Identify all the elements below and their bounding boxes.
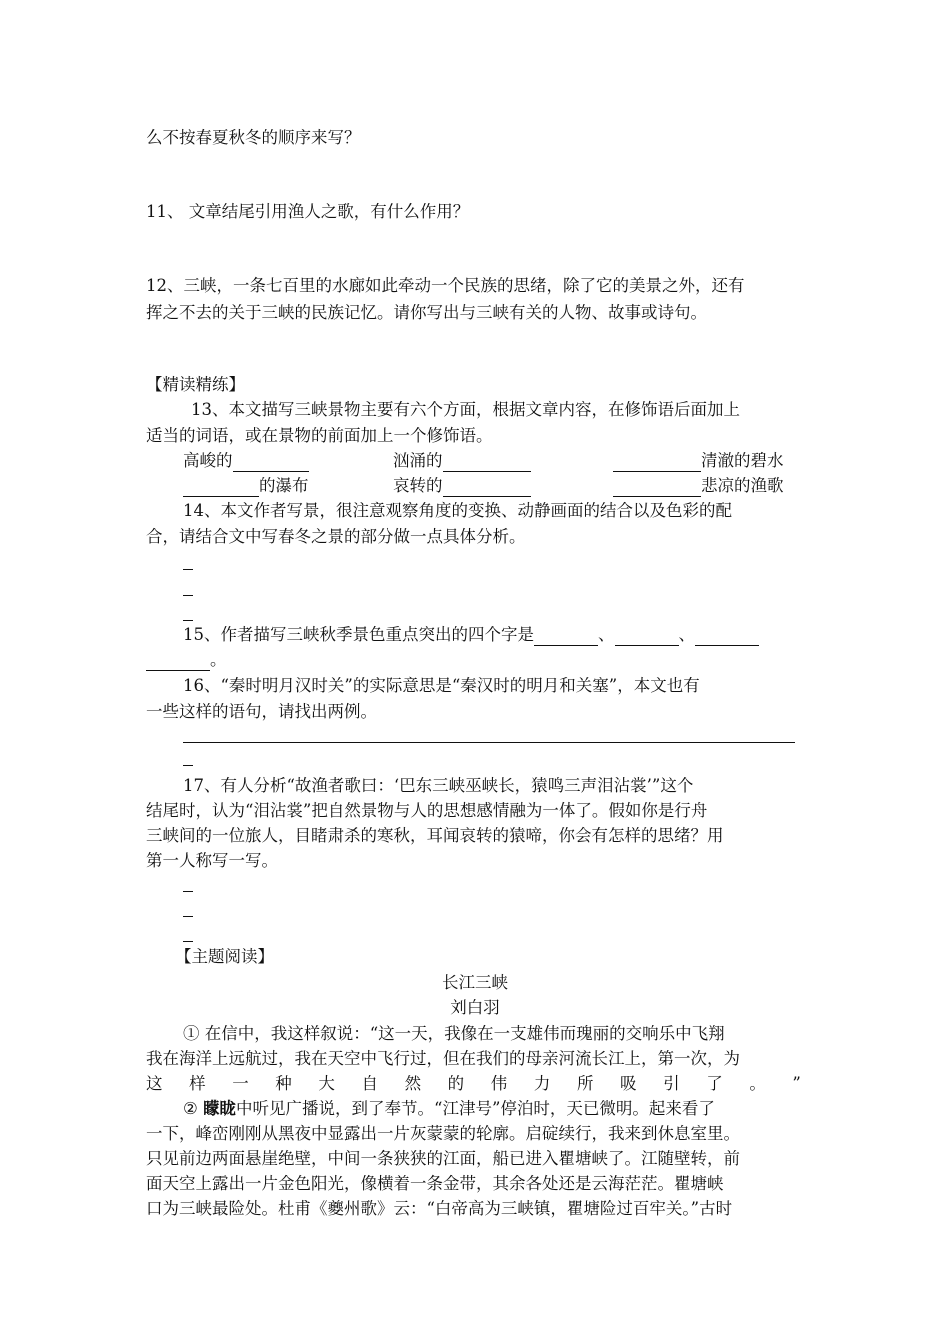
question-15-line-2 xyxy=(146,649,227,671)
fill-label-gaojun: 高峻的 xyxy=(183,451,233,470)
char: 吸 xyxy=(620,1074,637,1093)
article-author: 刘白羽 xyxy=(450,998,500,1017)
char: ” xyxy=(792,1074,801,1093)
fill-label-xiongyong: 汹涌的 xyxy=(393,451,443,470)
fill-blank[interactable] xyxy=(695,627,759,646)
highlight-word: 矇眬 xyxy=(203,1099,237,1118)
char: 样 xyxy=(189,1074,206,1093)
fill-label-yuge: 悲凉的渔歌 xyxy=(701,476,784,495)
fill-blank[interactable] xyxy=(443,478,531,497)
fill-blank[interactable] xyxy=(613,478,701,497)
separator: 、 xyxy=(598,625,615,644)
paragraph-1-line-1: ① 在信中，我这样叙说：“这一天，我像在一支雄伟而瑰丽的交响乐中飞翔 xyxy=(183,1024,725,1043)
answer-line[interactable] xyxy=(183,765,193,766)
question-17-line-1: 17、有人分析“故渔者歌曰：‘巴东三峡巫峡长，猿鸣三声泪沾裳’”这个 xyxy=(183,776,694,795)
question-11: 11、 文章结尾引用渔人之歌，有什么作用？ xyxy=(146,202,470,221)
fill-blank[interactable] xyxy=(233,453,309,472)
char: 。 xyxy=(749,1074,766,1093)
answer-line[interactable] xyxy=(183,569,193,570)
question-16-line-1: 16、“秦时明月汉时关”的实际意思是“秦汉时的明月和关塞”，本文也有 xyxy=(183,676,700,695)
fill-row-2 xyxy=(183,475,803,499)
fill-blank[interactable] xyxy=(615,627,679,646)
article-title: 长江三峡 xyxy=(442,973,508,992)
separator: 、 xyxy=(678,625,695,644)
question-15-text: 15、作者描写三峡秋季景色重点突出的四个字是 xyxy=(183,625,534,644)
char: 大 xyxy=(318,1074,335,1093)
char: 所 xyxy=(576,1074,594,1093)
question-17-line-4: 第一人称写一写。 xyxy=(146,851,278,870)
answer-line[interactable] xyxy=(183,595,193,596)
q10-continuation: 么不按春夏秋冬的顺序来写？ xyxy=(146,128,361,147)
paragraph-number: ② xyxy=(183,1099,198,1118)
fill-blank[interactable] xyxy=(146,652,210,671)
paragraph-2-line-3: 只见前边两面悬崖绝壁，中间一条狭狭的江面，船已进入瞿塘峡了。江随壁转，前 xyxy=(146,1149,740,1168)
char: 种 xyxy=(275,1074,292,1093)
paragraph-2-line-1 xyxy=(183,1098,715,1120)
fill-label-pubu: 的瀑布 xyxy=(259,476,309,495)
char: 了 xyxy=(706,1074,723,1093)
paragraph-2-line-4: 面天空上露出一片金色阳光，像横着一条金带，其余各处还是云海茫茫。瞿塘峡 xyxy=(146,1174,724,1193)
question-15-line-1 xyxy=(183,624,759,646)
question-12-line-1: 12、三峡，一条七百里的水廊如此牵动一个民族的思绪，除了它的美景之外，还有 xyxy=(146,276,745,295)
question-17-line-3: 三峡间的一位旅人，目睹肃杀的寒秋，耳闻哀转的猿啼，你会有怎样的思绪？用 xyxy=(146,826,724,845)
char: 的 xyxy=(447,1074,465,1093)
paragraph-1-line-3 xyxy=(146,1073,801,1095)
fill-blank[interactable] xyxy=(183,478,259,497)
period: 。 xyxy=(210,650,227,669)
answer-line[interactable] xyxy=(183,916,193,917)
question-13-line-1: 13、本文描写三峡景物主要有六个方面，根据文章内容，在修饰语后面加上 xyxy=(191,400,740,419)
section-heading-zhuti: 【主题阅读】 xyxy=(175,947,274,966)
char: 力 xyxy=(533,1074,551,1093)
answer-line[interactable] xyxy=(183,742,795,743)
char: 自 xyxy=(361,1074,378,1093)
question-14-line-1: 14、本文作者写景，很注意观察角度的变换、动静画面的结合以及色彩的配 xyxy=(183,501,732,520)
char: 然 xyxy=(404,1074,422,1093)
fill-label-qingche: 清澈的碧水 xyxy=(701,451,784,470)
fill-blank[interactable] xyxy=(443,453,531,472)
question-16-line-2: 一些这样的语句，请找出两例。 xyxy=(146,702,377,721)
fill-blank[interactable] xyxy=(534,627,598,646)
question-13-line-2: 适当的词语，或在景物的前面加上一个修饰语。 xyxy=(146,426,493,445)
paragraph-2-line-5: 口为三峡最险处。杜甫《夔州歌》云：“白帝高为三峡镇，瞿塘险过百牢关。”古时 xyxy=(146,1199,733,1218)
question-14-line-2: 合，请结合文中写春冬之景的部分做一点具体分析。 xyxy=(146,527,526,546)
answer-line[interactable] xyxy=(183,891,193,892)
fill-label-aizhuan: 哀转的 xyxy=(393,476,443,495)
answer-line[interactable] xyxy=(183,941,193,942)
paragraph-2-text: 中听见广播说，到了奉节。“江津号”停泊时，天已微明。起来看了 xyxy=(236,1099,715,1118)
fill-blank[interactable] xyxy=(613,453,701,472)
answer-line[interactable] xyxy=(183,620,193,621)
char: 引 xyxy=(663,1074,680,1093)
char: 这 xyxy=(146,1074,163,1093)
section-heading-jingdu: 【精读精练】 xyxy=(146,375,245,394)
question-17-line-2: 结尾时，认为“泪沾裳”把自然景物与人的思想感情融为一体了。假如你是行舟 xyxy=(146,801,708,820)
paragraph-2-line-2: 一下，峰峦刚刚从黑夜中显露出一片灰蒙蒙的轮廓。启碇续行，我来到休息室里。 xyxy=(146,1124,740,1143)
fill-row-1 xyxy=(183,450,803,474)
char: 一 xyxy=(232,1074,249,1093)
question-12-line-2: 挥之不去的关于三峡的民族记忆。请你写出与三峡有关的人物、故事或诗句。 xyxy=(146,303,707,322)
char: 伟 xyxy=(490,1074,508,1093)
paragraph-1-line-2: 我在海洋上远航过，我在天空中飞行过，但在我们的母亲河流长江上，第一次，为 xyxy=(146,1049,740,1068)
